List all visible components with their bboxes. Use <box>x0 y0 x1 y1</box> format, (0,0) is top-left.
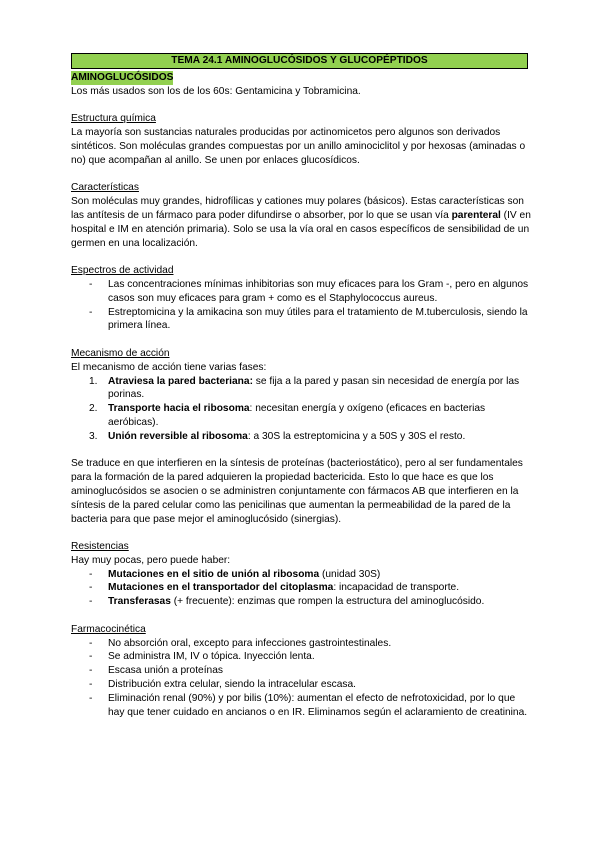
list-item: - No absorción oral, excepto para infecciones gastrointestinales. <box>89 637 392 649</box>
mecanismo-paragraph: Se traduce en que interfieren en la síntesis de proteínas (bacteriostático), pero al ser fundamentales para la formación de la pared adquieren la propiedad bactericida. Esto lo que hace es que los aminoglucósidos se asocien o se administren conjuntamente con fármacos AB que interfieren en la síntesis de la pared celular como las penicilinas que aumentan la permeabilidad de la pared de la bacteria para que pase mejor el aminoglucósido (sinergias). <box>71 458 523 525</box>
heading-espectros: Espectros de actividad <box>71 265 174 277</box>
resistencias-intro: Hay muy pocas, pero puede haber: <box>71 554 231 566</box>
mecanismo-steps <box>71 375 531 444</box>
list-item: - Transferasas (+ frecuente): enzimas que rompen la estructura del aminoglucósido. <box>89 596 485 608</box>
farmacocinetica-list <box>71 637 531 720</box>
list-item: - Mutaciones en el sitio de unión al ribosoma (unidad 30S) <box>89 568 381 580</box>
list-item: - Se administra IM, IV o tópica. Inyección lenta. <box>89 651 315 663</box>
list-item: 1. Atraviesa la pared bacteriana: se fija a la pared y pasan sin necesidad de energía por las porinas. <box>89 375 520 401</box>
heading-farmacocinetica: Farmacocinética <box>71 623 146 635</box>
list-item: 2. Transporte hacia el ribosoma: necesitan energía y oxígeno (eficaces en bacterias aeróbicas). <box>89 403 486 428</box>
list-item: 3. Unión reversible al ribosoma: a 30S la estreptomicina y a 50S y 30S el resto. <box>89 430 466 442</box>
heading-mecanismo: Mecanismo de acción <box>71 347 170 359</box>
list-item: - Distribución extra celular, siendo la intracelular escasa. <box>89 679 357 691</box>
mecanismo-intro: El mecanismo de acción tiene varias fases: <box>71 361 267 373</box>
heading-estructura: Estructura química <box>71 113 156 125</box>
list-item: - Estreptomicina y la amikacina son muy útiles para el tratamiento de M.tuberculosis, siendo la primera línea. <box>89 306 528 332</box>
page-title: TEMA 24.1 AMINOGLUCÓSIDOS Y GLUCOPÉPTIDOS <box>71 53 528 69</box>
section-title: AMINOGLUCÓSIDOS <box>71 72 174 83</box>
list-item: - Las concentraciones mínimas inhibitorias son muy eficaces para los Gram -, pero en algunos casos son muy eficaces para gram + como es el Staphylococcus aureus. <box>89 278 529 304</box>
list-item: - Escasa unión a proteínas <box>89 665 223 677</box>
list-item: - Mutaciones en el transportador del citoplasma: incapacidad de transporte. <box>89 582 460 594</box>
resistencias-list <box>71 568 531 609</box>
caracteristicas-text: Son moléculas muy grandes, hidrofílicas y cationes muy polares (básicos). Estas características son las antítesis de un fármaco para poder difundirse o absorber, por lo que se usan vía parenteral (IV en hospital e IM en atención primaria). Solo se usa la vía oral en casos específicos de sensibilidad de un germen en una localización. <box>71 196 531 249</box>
espectros-list <box>71 278 531 333</box>
intro-text: Los más usados son los de los 60s: Gentamicina y Tobramicina. <box>71 85 361 97</box>
list-item: - Eliminación renal (90%) y por bilis (10%): aumentan el efecto de nefrotoxicidad, por lo que hay que tener cuidado en ancianos o en IR. Eliminamos según el aclaramiento de creatinina. <box>89 692 528 718</box>
estructura-text: La mayoría son sustancias naturales producidas por actinomicetos pero algunos son derivados sintéticos. Son moléculas grandes compuestas por un anillo aminociclitol y por hexosas (aminadas o no) que acompañan al anillo. Se unen por enlaces glucosídicos. <box>71 127 526 166</box>
heading-resistencias: Resistencias <box>71 541 129 553</box>
heading-caracteristicas: Características <box>71 182 139 194</box>
document-body <box>71 71 531 719</box>
